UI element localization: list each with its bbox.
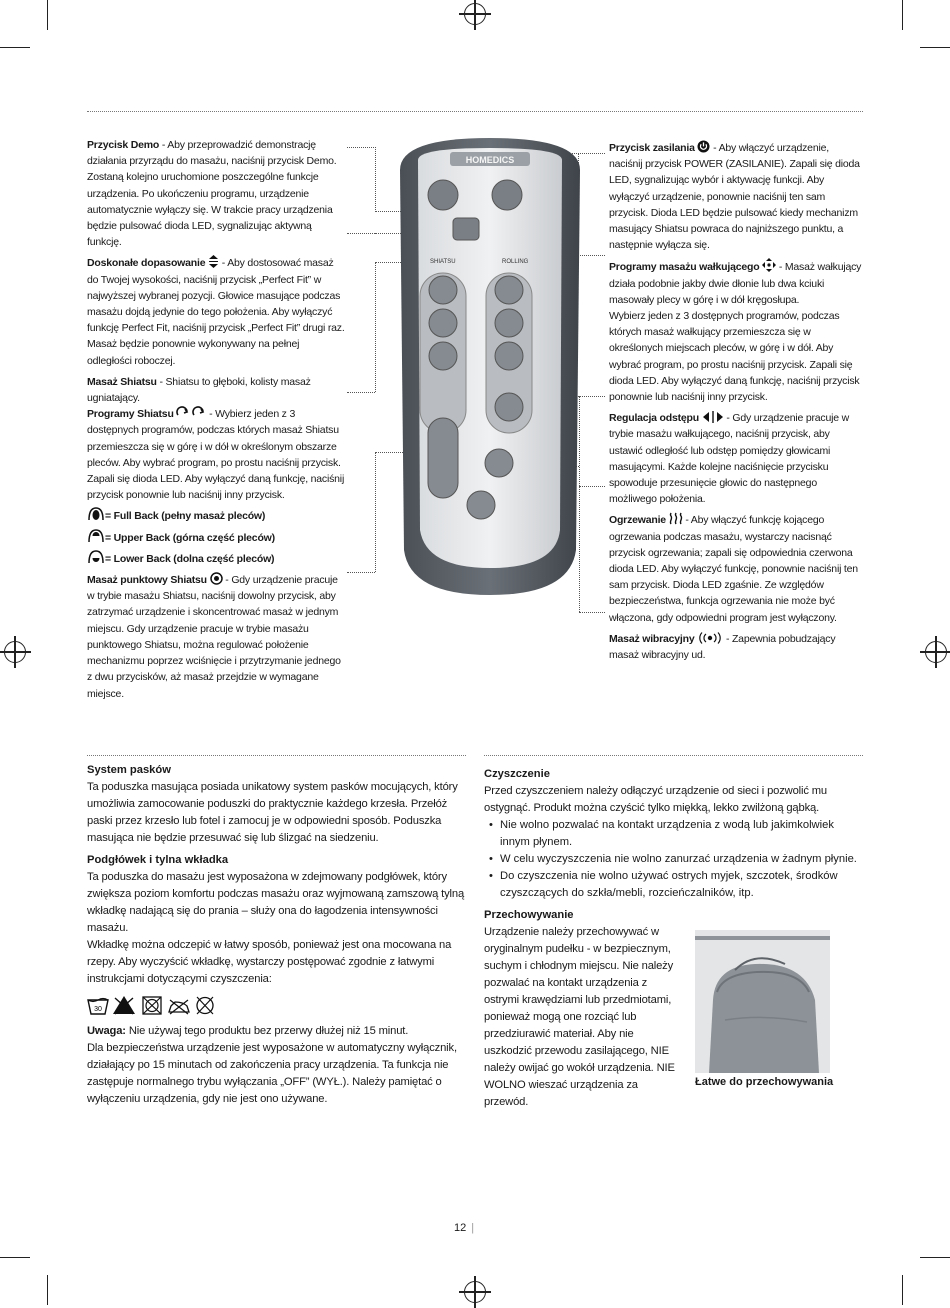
rolling-arrows-icon [762, 258, 776, 272]
svg-text:30: 30 [94, 1006, 102, 1013]
crop-mark [0, 1257, 30, 1258]
headrest-text-2: Wkładkę można odczepić w łatwy sposób, ponieważ jest ona mocowana na rzepy. Aby wyczyścić wkładkę, wystarczy postępować zgodnie z łatwymi instrukcjami dotyczącymi czyszczenia: [87, 939, 452, 985]
crop-mark [47, 1275, 48, 1305]
shiatsu-title: Masaż Shiatsu [87, 375, 157, 388]
rolling-paragraph: Programy masażu wałkującego - Masaż wałkujący działa podobnie jakby dwie dłonie lub dwa kciuki masowały plecy w górę i w dół kręgosłupa. Wybierz jeden z 3 dostępnych programów, podczas których masaż wałkujący przemieszcza się w określonych miejscach pleców, w górę i w dół. Aby wybrać program, po prostu naciśnij przycisk. Zapali się dioda LED. Aby wyłączyć daną funkcję, naciśnij przycisk ponownie lub naciśnij inny przycisk. [609, 258, 865, 405]
rolling-program-2-button[interactable] [495, 309, 523, 337]
storage-photo [695, 930, 830, 1073]
full-back-icon [87, 507, 105, 521]
upper-back-icon [87, 529, 105, 543]
remote-shiatsu-label: SHIATSU [430, 259, 456, 265]
note-text-2: Dla bezpieczeństwa urządzenie jest wyposażone w automatyczny wyłącznik, działający po 15 minutach od zakończenia pracy urządzenia. Ta funkcja nie zastępuje normalnego trybu wyłączania „OFF” (WYŁ.). Należy pamiętać o wyłączeniu urządzenia, gdy nie jest ono używane. [87, 1042, 457, 1105]
shiatsu-programs-paragraph: Programy Shiatsu - Wybierz jeden z 3 dostępnych programów, podczas których masaż Shiatsu przemieszcza się w górę i w dół w określonym obszarze pleców. Aby wybrać program, po prostu naciśnij przycisk. Zapali się dioda LED. Aby wyłączyć daną funkcję, naciśnij przycisk ponownie lub naciśnij inny przycisk. [87, 408, 345, 502]
no-dry-clean-icon [197, 997, 213, 1014]
rolling-title: Programy masażu wałkującego [609, 261, 760, 274]
storage-title: Przechowywanie [484, 909, 574, 921]
spot-title: Masaż punktowy Shiatsu [87, 574, 207, 587]
leader-line [579, 612, 605, 613]
shiatsu-lower-back-button[interactable] [429, 342, 457, 370]
section-rule-left [87, 755, 466, 756]
storage-caption: Łatwe do przechowywania [695, 1076, 834, 1088]
demo-title: Przycisk Demo [87, 139, 160, 151]
storage-text: Urządzenie należy przechowywać w oryginalnym pudełku - w bezpiecznym, suchym i chłodnym miejscu. Nie należy pozwalać na kontakt urządzenia z ostrymi krawędziami lub przedmiotami, ponieważ mogą one rozciąć lub przedziurawić materiał. Aby nie uszkodzić przewodu zasilającego, NIE należy owijać go wokół urządzenia. NIE WOLNO wieszać urządzenia za przewód. [484, 926, 675, 1108]
page-number: 12 | [454, 1222, 475, 1234]
rolling-program-1-button[interactable] [495, 276, 523, 304]
upper-back-line: = Upper Back (górna część pleców) [87, 529, 345, 546]
remote-control-svg [380, 130, 600, 600]
crop-mark [902, 1275, 903, 1305]
straps-text: Ta poduszka masująca posiada unikatowy system pasków mocujących, który umożliwia zamocowanie poduszki do praktycznie każdego krzesła. Przełóż paski przez krzesło lub fotel i zamocuj je w odpowiedni sposób. Poduszka masująca nie będzie przesuwać się lub ślizgać na siedzeniu. [87, 781, 458, 844]
heat-paragraph: Ogrzewanie - Aby włączyć funkcję kojącego ogrzewania podczas masażu, wystarczy nacisnąć przycisk ogrzewania; zapali się odpowiednia czerwona dioda LED. Aby wyłączyć funkcję, ponownie naciśnij ten sam przycisk. Dioda LED zgaśnie. Ze względów bezpieczeństwa, funkcja ogrzewania nie może być włączona, gdy odpowiedni program jest wyłączony. [609, 514, 858, 624]
leader-line [347, 233, 375, 234]
crop-mark [47, 0, 48, 30]
crop-mark [902, 0, 903, 30]
headrest-text-1: Ta poduszka do masażu jest wyposażona w zdejmowany podgłówek, który zwiększa poziom komfortu podczas masażu oraz wyjmowaną zamszową tylną wkładkę nadającą się do prania – służy ona do łagodzenia intensywności masażu. [87, 871, 465, 934]
crop-mark [0, 47, 30, 48]
vibration-icon [697, 632, 723, 644]
right-column [609, 140, 865, 663]
perfect-fit-icon [208, 255, 219, 268]
wash-30-icon [88, 999, 108, 1015]
perfect-fit-button[interactable] [453, 218, 479, 240]
rolling-program-3-button[interactable] [495, 342, 523, 370]
no-tumble-dry-icon [143, 997, 161, 1014]
registration-mark-left [4, 641, 26, 663]
registration-mark-right [925, 641, 947, 663]
shiatsu-programs-title: Programy Shiatsu [87, 408, 174, 421]
list-item: • Nie wolno pozwalać na kontakt urządzenia z wodą lub jakimkolwiek innym płynem. [500, 817, 864, 851]
shiatsu-upper-back-button[interactable] [429, 309, 457, 337]
care-icons [87, 994, 467, 1018]
registration-mark-bottom [464, 1281, 486, 1303]
cleaning-title: Czyszczenie [484, 768, 550, 780]
demo-button[interactable] [428, 180, 458, 210]
list-item: • W celu wyczyszczenia nie wolno zanurzać urządzenia w żadnym płynie. [500, 851, 864, 868]
registration-mark-top [464, 3, 486, 25]
remote-rolling-label: ROLLING [502, 259, 529, 265]
power-title: Przycisk zasilania [609, 142, 695, 154]
vibration-title: Masaż wibracyjny [609, 632, 695, 645]
spot-up-down-buttons[interactable] [428, 418, 458, 498]
lower-back-line: = Lower Back (dolna część pleców) [87, 550, 345, 567]
perfect-fit-title: Doskonałe dopasowanie [87, 257, 206, 270]
perfect-fit-paragraph: Doskonałe dopasowanie - Aby dostosować masaż do Twojej wysokości, naciśnij przycisk „Perfect Fit” w najwyższej wybranej pozycji. Głowice masujące podczas masażu dojdą jedynie do tego położenia. Aby wyłączyć funkcję Perfect Fit, naciśnij przycisk „Perfect Fit” drugi raz. Masaż będzie ponownie wykonywany na pełnej odległości roboczej. [87, 257, 345, 367]
leader-line [347, 147, 376, 212]
width-paragraph: Regulacja odstępu - Gdy urządzenie pracuje w trybie masażu wałkującego, naciśnij przycisk, aby ustawić odległość lub odstęp pomiędzy głowicami masującymi. Każde kolejne naciśnięcie przycisku spowoduje przesunięcie głowic do następnego możliwego położenia. [609, 412, 849, 506]
shiatsu-swirl-icon [176, 406, 206, 419]
width-adjust-button[interactable] [495, 393, 523, 421]
shiatsu-paragraph: Masaż Shiatsu - Shiatsu to głęboki, kolisty masaż ugniatający. [87, 375, 311, 405]
demo-paragraph: Przycisk Demo - Aby przeprowadzić demonstrację działania przyrządu do masażu, naciśnij przycisk Demo. Zostaną kolejno uruchomione poszczególne funkcje urządzenia. Po ukończeniu programu, urządzenie automatycznie wyłączy się. W trakcie pracy urządzenia będzie pulsować dioda LED, sygnalizując aktywną funkcję. [87, 139, 337, 249]
power-button[interactable] [492, 180, 522, 210]
width-title: Regulacja odstępu [609, 412, 699, 425]
no-bleach-icon [113, 996, 135, 1014]
care-symbols [87, 994, 237, 1016]
full-back-line: = Full Back (pełny masaż pleców) [87, 507, 345, 524]
note-label: Uwaga: [87, 1025, 126, 1037]
bottom-left-column [87, 762, 467, 1108]
left-column [87, 137, 345, 702]
power-icon [697, 140, 710, 153]
width-adjust-icon [702, 411, 724, 423]
lower-back-icon [87, 550, 105, 564]
heat-title: Ogrzewanie [609, 514, 666, 527]
vibration-paragraph: Masaż wibracyjny - Zapewnia pobudzający masaż wibracyjny ud. [609, 632, 836, 662]
headrest-title: Podgłówek i tylna wkładka [87, 854, 229, 866]
leader-line [347, 572, 375, 573]
shiatsu-full-back-button[interactable] [429, 276, 457, 304]
list-item: • Do czyszczenia nie wolno używać ostrych myjek, szczotek, środków czyszczących do szkła/mebli, rozcieńczalników, itp. [500, 868, 864, 902]
spot-paragraph: Masaż punktowy Shiatsu - Gdy urządzenie pracuje w trybie masażu Shiatsu, naciśnij dowolny przycisk, aby zatrzymać urządzenie i skoncentrować masaż w jednym miejscu. Gdy urządzenie pracuje w trybie masażu punktowego Shiatsu, można regulować położenie mechanizmu poprzez wciśnięcie i przytrzymanie jednego z dwu przycisków, aż masaż przejdzie w wymagane miejsce. [87, 574, 341, 700]
cleaning-bullets [484, 817, 864, 902]
heat-icon [669, 512, 683, 525]
leader-line [375, 452, 376, 572]
remote-control-image [380, 130, 600, 600]
cleaning-text: Przed czyszczeniem należy odłączyć urządzenie od sieci i pozwolić mu ostygnąć. Produkt można czyścić tylko miękką, lekko zwilżoną gąbką. [484, 785, 827, 814]
spot-target-icon [210, 572, 223, 585]
note-paragraph: Uwaga: Nie używaj tego produktu bez przerwy dłużej niż 15 minut. [87, 1025, 409, 1037]
top-rule [87, 111, 863, 112]
power-paragraph: Przycisk zasilania - Aby włączyć urządzenie, naciśnij przycisk POWER (ZASILANIE). Zapali się dioda LED, sygnalizując wybór i aktywację funkcji. Aby wyłączyć urządzenie, ponownie naciśnij ten sam przycisk. Dioda LED będzie pulsować kiedy mechanizm masujący Shiatsu powraca do najniższego punktu, a następnie wyłącza się. [609, 142, 860, 252]
no-iron-icon [169, 1000, 189, 1014]
leader-line [375, 262, 376, 392]
crop-mark [920, 47, 950, 48]
section-rule-right [484, 755, 863, 756]
vibration-button[interactable] [467, 491, 495, 519]
heat-button[interactable] [485, 449, 513, 477]
leader-line [347, 392, 375, 393]
remote-brand-label: HOMEDICS [465, 155, 515, 165]
crop-mark [920, 1257, 950, 1258]
straps-title: System pasków [87, 764, 171, 776]
